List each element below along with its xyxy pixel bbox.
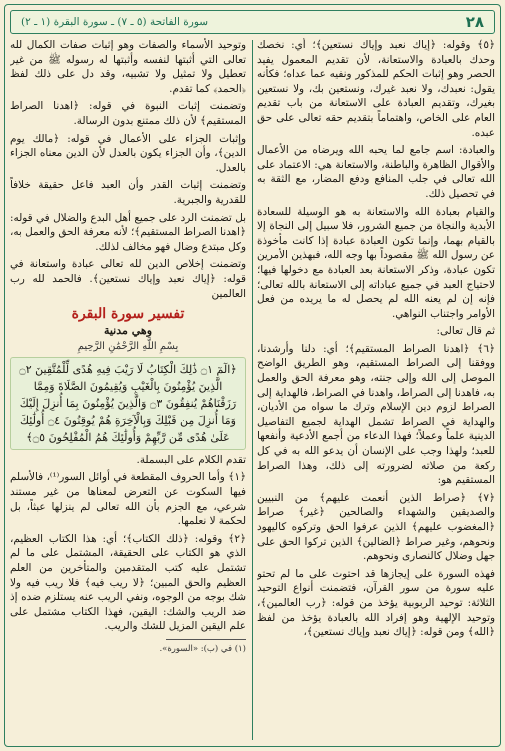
left-column	[10, 38, 246, 738]
footnote: (١) في (ب): «السورة».	[159, 644, 246, 654]
paragraph: وتضمنت إخلاص الدين لله تعالى عبادة واستعانة في قوله: ﴿إياك نعبد وإياك نستعين﴾. فالحمد لله رب العالمين	[10, 258, 246, 300]
paragraph: والعبادة: اسم جامع لما يحبه الله ويرضاه من الأعمال والأقوال الظاهرة والباطنة، والاستعانة هي: الاعتماد على الله تعالى في جلب المنافع ودفع المضار، مع الثقة به في تحصيل ذلك.	[257, 144, 495, 200]
page-number: ٢٨	[465, 13, 484, 31]
paragraph: ﴿٥﴾ وقوله: ﴿إياك نعبد وإياك نستعين﴾؛ أي: نخصك وحدك بالعبادة والاستعانة، لأن تقديم المعمول يفيد الحصر وهو إثبات الحكم للمذكور ونفيه عما عداه؛ فكأنه يقول: نعبدك، ولا نعبد غيرك، ونستعين بك، ولا نستعين بغيرك، وتقديم العبادة على الاستعانة من باب تقديم العام على الخاص، واهتماماً بتقديم حقه تعالى على حق عبده.	[257, 39, 495, 139]
paragraph: تقدم الكلام على البسملة.	[136, 453, 246, 466]
paragraph: وتوحيد الأسماء والصفات وهو إثبات صفات الكمال لله تعالى التي أثبتها لنفسه وأثبتها له رسوله ﷺ من غير تعطيل ولا تمثيل ولا تشبيه، وقد دل على ذلك لفظ ﴿الحمد﴾ كما تقدم.	[10, 39, 246, 95]
paragraph: وتضمنت إثبات النبوة في قوله: ﴿اهدنا الصراط المستقيم﴾ لأن ذلك ممتنع بدون الرسالة.	[10, 100, 246, 127]
surah-title: تفسير سورة البقرة	[71, 306, 185, 323]
paragraph: والقيام بعبادة الله والاستعانة به هو الوسيلة للسعادة الأبدية والنجاة من جميع الشرور، فلا سبيل إلى النجاة إلا بالقيام بهما، وإنما تكون العبادة عبادة إذا كانت مأخوذة عن رسول الله ﷺ مقصوداً بها وجه الله، فبهذين الأمرين تكون عبادة، وذكر الاستعانة بعد العبادة مع دخولها فيها؛ لاحتياج العبد في جميع عباداته إلى الاستعانة بالله تعالى؛ فإنه إن لم يعنه الله لم يحصل له ما يريده من فعل الأوامر واجتناب النواهي.	[257, 205, 495, 320]
surah-subtitle: وهي مدنية	[103, 323, 153, 337]
paragraph: ﴿٦﴾ ﴿اهدنا الصراط المستقيم﴾؛ أي: دلنا وأرشدنا، ووفقنا إلى الصراط المستقيم، وهو الطريق الواضح الموصل إلى الله وإلى جنته، وهو معرفة الحق والعمل به، فاهدنا إلى الصراط، واهدنا في الصراط، فالهداية إلى الصراط لزوم دين الإسلام وترك ما سواه من الأديان، والهداية في الصراط تشمل الهداية لجميع التفاصيل الدينية علماً وعملاً؛ فهذا الدعاء من أجمع الأدعية وأنفعها للعبد؛ ولهذا وجب على الإنسان أن يدعو الله به في كل ركعة من صلاته لضرورته إلى ذلك، وهذا الصراط المستقيم هو:	[257, 342, 495, 487]
paragraph: فهذه السورة على إيجازها قد احتوت على ما لم تحتو عليه سورة من سور القرآن، فتضمنت أنواع التوحيد الثلاثة: توحيد الربوبية يؤخذ من قوله: ﴿رب العالمين﴾، وتوحيد الإلهية وهو إفراد الله بالعبادة يؤخذ من لفظ ﴿الله﴾ ومن قوله: ﴿إياك نعبد وإياك نستعين﴾،	[257, 567, 495, 639]
right-column	[257, 38, 495, 738]
paragraph: وإثبات الجزاء على الأعمال في قوله: ﴿مالك يوم الدين﴾، وأن الجزاء يكون بالعدل لأن الدين معناه الجزاء بالعدل.	[10, 132, 246, 174]
paragraph: ﴿١﴾ وأما الحروف المقطعة في أوائل السور⁽¹⁾، فالأسلم فيها السكوت عن التعرض لمعناها من غير مستند شرعي، مع الجزم بأن الله تعالى لم ينزلها عبثاً، بل لحكمة لا نعلمها.	[10, 471, 246, 528]
quran-verses-box: ﴿الٓمٓ ۝١ ذَٰلِكَ الْكِتَابُ لَا رَيْبَ فِيهِ هُدًى لِّلْمُتَّقِينَ ۝٢ الَّذِينَ يُؤْمِنُونَ بِالْغَيْبِ وَيُقِيمُونَ الصَّلَاةَ وَمِمَّا رَزَقْنَاهُمْ يُنفِقُونَ ۝٣ وَالَّذِينَ يُؤْمِنُونَ بِمَا أُنزِلَ إِلَيْكَ وَمَا أُنزِلَ مِن قَبْلِكَ وَبِالْآخِرَةِ هُمْ يُوقِنُونَ ۝٤ أُولَٰئِكَ عَلَىٰ هُدًى مِّن رَّبِّهِمْ وَأُولَٰئِكَ هُمُ الْمُفْلِحُونَ ۝٥﴾	[10, 357, 246, 450]
running-title: سورة الفاتحة (٥ ـ ٧) ـ سورة البقرة (١ ـ ٢)	[21, 16, 209, 28]
column-divider	[252, 40, 253, 740]
paragraph: ﴿٢﴾ وقوله: ﴿ذلك الكتاب﴾؛ أي: هذا الكتاب العظيم، الذي هو الكتاب على الحقيقة، المشتمل على ما لم تشتمل عليه كتب المتقدمين والمتأخرين من العلم العظيم والحق المبين؛ ﴿لا ريب فيه﴾ فلا ريب فيه ولا شك بوجه من الوجوه، ونفي الريب عنه يستلزم ضده إذ ضد الريب والشك: اليقين، فهذا الكتاب مشتمل على علم اليقين المزيل للشك والريب.	[10, 532, 246, 633]
paragraph: وتضمنت إثبات القدر وأن العبد فاعل حقيقة خلافاً للقدرية والجبرية.	[10, 179, 246, 206]
basmala: بِسْمِ اللَّهِ الرَّحْمَٰنِ الرَّحِيمِ	[77, 341, 179, 353]
footnote-rule	[166, 639, 246, 640]
page-header	[10, 10, 495, 34]
paragraph: ﴿٧﴾ ﴿صراط الذين أنعمت عليهم﴾ من النبيين والصديقين والشهداء والصالحين ﴿غير﴾ صراط ﴿المغضوب عليهم﴾ الذين عرفوا الحق وتركوه كاليهود ونحوهم، وغير صراط ﴿الضالين﴾ الذين تركوا الحق على جهل وضلال كالنصارى ونحوهم.	[257, 491, 495, 563]
paragraph: بل تضمنت الرد على جميع أهل البدع والضلال في قوله: ﴿اهدنا الصراط المستقيم﴾؛ لأنه معرفة الحق والعمل به، وكل مبتدع وضال فهو مخالف لذلك.	[10, 211, 246, 253]
paragraph: ثم قال تعالى:	[436, 325, 495, 338]
